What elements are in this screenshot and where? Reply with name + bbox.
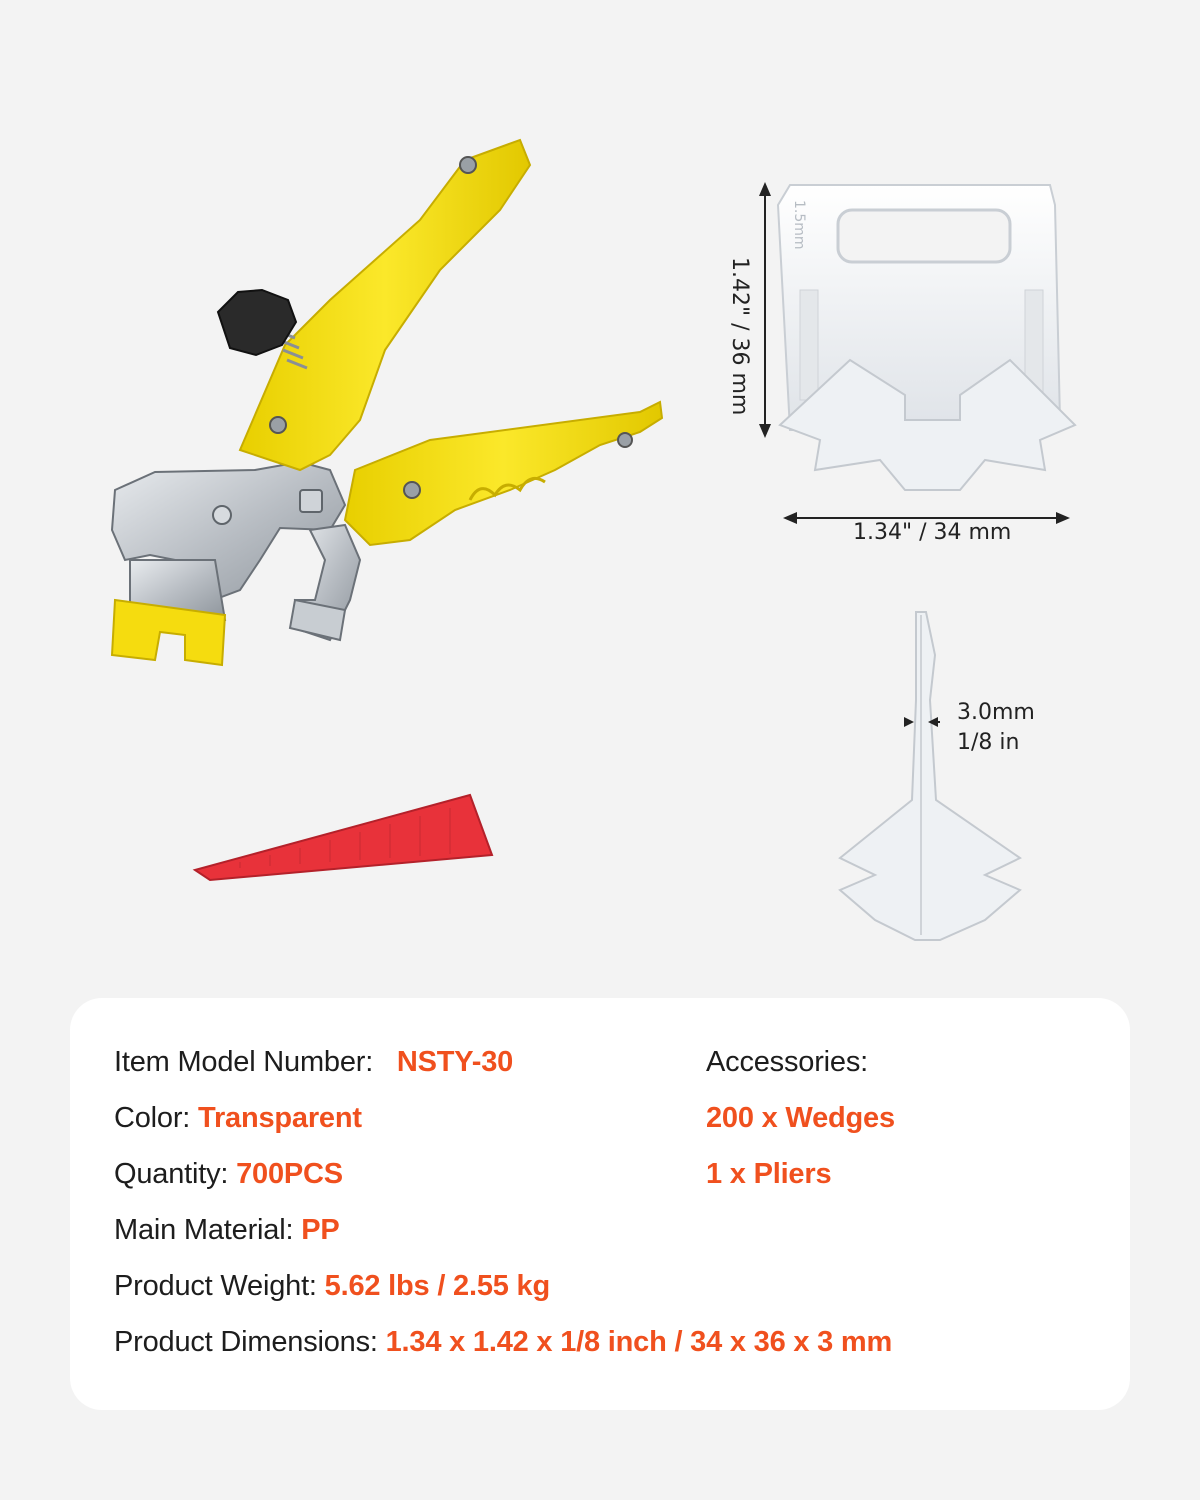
spec-color — [114, 1102, 362, 1135]
leveling-clip-side — [840, 612, 1020, 940]
screw-icon — [404, 482, 420, 498]
spec-label: Product Weight: — [114, 1270, 317, 1302]
screw-icon — [270, 417, 286, 433]
clip-slot — [838, 210, 1010, 262]
spec-label: Product Dimensions: — [114, 1326, 378, 1358]
spec-dimensions — [114, 1326, 892, 1359]
spec-label: Color: — [114, 1102, 191, 1134]
spec-value: 5.62 lbs / 2.55 kg — [324, 1270, 550, 1302]
leveling-clip-front — [778, 185, 1075, 490]
spec-model-number — [114, 1046, 513, 1079]
bolt-icon — [213, 506, 231, 524]
spec-label: Item Model Number: — [114, 1046, 374, 1078]
accessory-wedges: 200 x Wedges — [706, 1102, 895, 1134]
pliers-lower-handle — [345, 402, 662, 545]
spec-label: Quantity: — [114, 1158, 229, 1190]
spec-value: 1.34 x 1.42 x 1/8 inch / 34 x 36 x 3 mm — [385, 1326, 893, 1358]
accessories-title: Accessories: — [706, 1046, 868, 1078]
width-dimension-label: 1.34" / 34 mm — [853, 520, 1012, 545]
height-dimension-arrow — [759, 182, 771, 438]
spec-weight — [114, 1270, 550, 1303]
spec-material — [114, 1214, 339, 1247]
clip-stamp-text: 1.5mm — [791, 200, 807, 250]
spec-value: PP — [301, 1214, 340, 1246]
accessory-pliers: 1 x Pliers — [706, 1158, 832, 1190]
height-dimension-label: 1.42" / 36 mm — [727, 257, 752, 416]
spec-value: Transparent — [198, 1102, 362, 1134]
spec-label: Main Material: — [114, 1214, 294, 1246]
nut-icon — [300, 490, 322, 512]
thickness-in-label: 1/8 in — [957, 730, 1020, 755]
spec-card — [70, 998, 1130, 1410]
spec-value: 700PCS — [236, 1158, 343, 1190]
screw-icon — [460, 157, 476, 173]
pliers — [112, 140, 662, 665]
thickness-mm-label: 3.0mm — [957, 700, 1035, 725]
screw-icon — [618, 433, 632, 447]
spec-value: NSTY-30 — [396, 1046, 514, 1078]
spec-quantity — [114, 1158, 343, 1191]
